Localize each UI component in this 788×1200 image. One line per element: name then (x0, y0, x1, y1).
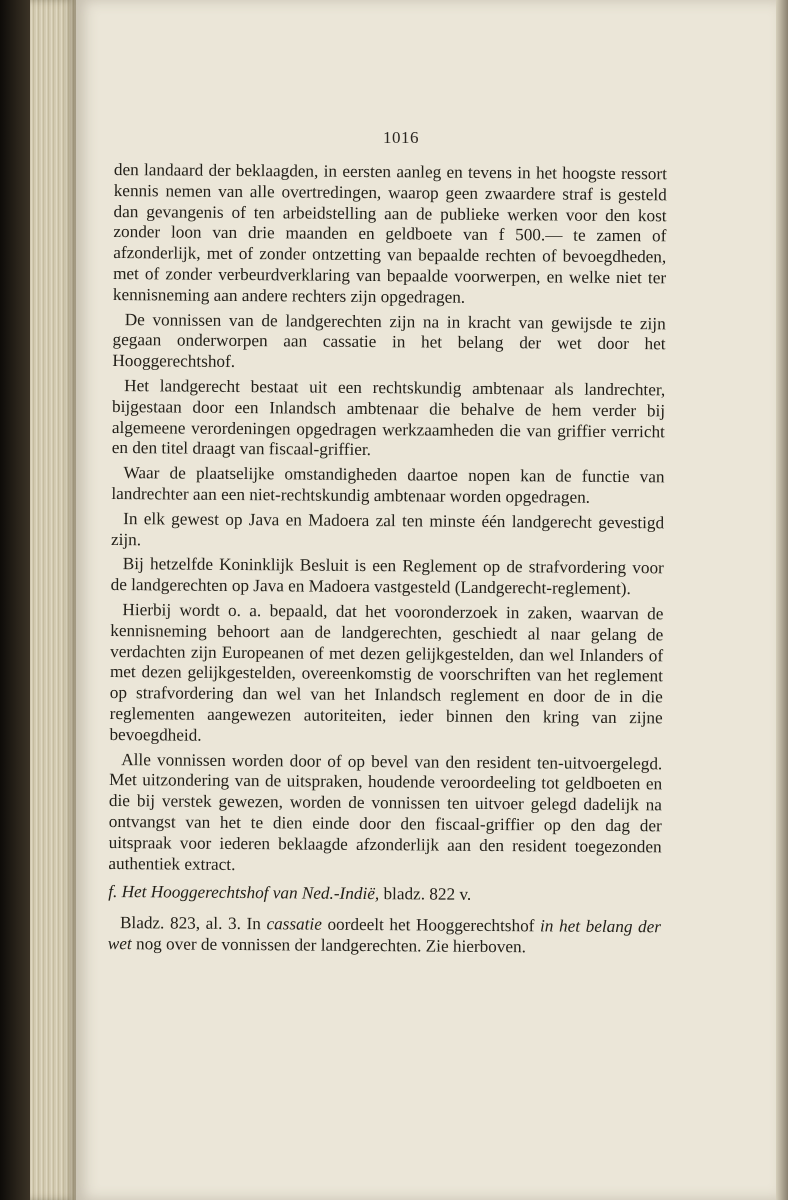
page-number: 1016 (383, 128, 419, 147)
paragraph-7: Hierbij wordt o. a. bepaald, dat het vooronderzoek in zaken, waarvan de kennisneming behoort aan de landgerechten, geschiedt al naar gelang de verdachten zijn Europeanen of met dezen gelijkgestelden, dan wel Inlanders of met dezen gelijkgestelden, overeenkomstig de voorschriften van het reglement op strafvordering dan wel van het Inlandsch reglement en door de in die reglementen aangewezen autoriteiten, ieder binnen den kring van zijne bevoegdheid. (109, 600, 664, 745)
section-heading (108, 882, 661, 907)
section-heading-title: f. Het Hooggerechtshof van Ned.-Indië, (108, 882, 380, 904)
final-note-part-3: nog over de vonnissen der landgerechten. Zie hierboven. (131, 934, 527, 957)
paragraph-3: Het landgerecht bestaat uit een rechtskundig ambtenaar als landrechter, bijgestaan door een Inlandsch ambtenaar die behalve de hem verder bij algemeene verordeningen opgedragen werkzaamheden die van griffier verricht en den titel draagt van fiscaal-griffier. (111, 376, 666, 460)
paragraph-8: Alle vonnissen worden door of op bevel van den resident ten-uitvoergelegd. Met uitzondering van de uitspraken, houdende veroordeeling tot geldboeten en die bij verstek gewezen, worden de vonnissen ten uitvoer gelegd dadelijk na ontvangst van het te dien einde door den fiscaal-griffier op den dag der uitspraak voor iederen beklaagde afzonderlijk aan den resident toegezonden authentiek extract. (108, 749, 663, 874)
paragraph-5: In elk gewest op Java en Madoera zal ten minste één landgerecht gevestigd zijn. (110, 508, 665, 549)
page-edge (776, 0, 788, 1200)
paragraph-2: De vonnissen van de landgerechten zijn na in kracht van gewijsde te zijn gegaan onderworpen aan cassatie in het belang der wet door het Hooggerechtshof. (112, 309, 666, 372)
final-note-part-2: oordeelt het Hooggerechtshof (321, 914, 541, 936)
final-note-part-1: Bladz. 823, al. 3. In (119, 913, 267, 934)
paragraph-4: Waar de plaatselijke omstandigheden daartoe nopen kan de functie van landrechter aan een niet-rechtskundig ambtenaar worden opgedragen. (111, 463, 665, 507)
paragraph-6: Bij hetzelfde Koninklijk Besluit is een Reglement op de strafvordering voor de landgerechten op Java en Madoera vastgesteld (Landgerecht-reglement). (110, 554, 664, 599)
background-left (0, 0, 30, 1200)
final-note (108, 913, 661, 959)
book-spine (30, 0, 76, 1200)
final-note-italic-belang: in het belang der wet (107, 916, 662, 954)
final-note-italic-cassatie: cassatie (266, 914, 322, 934)
paragraph-1: den landaard der beklaagden, in eersten aanleg en tevens in het hoogste ressort kennis nemen van alle overtredingen, waarop geen zwaardere straf is gesteld dan gevangenis of ten arbeidstelling aan de publieke werken voor den kost zonder loon van drie maanden en geldboete van f 500.— te zamen of afzonderlijk, met of zonder ontzetting van bepaalde rechten of bevoegdheden, met of zonder verbeurdverklaring van bepaalde voorwerpen, en welke niet ter kennisneming aan andere rechters zijn opgedragen. (112, 160, 667, 307)
section-heading-page-ref: bladz. 822 v. (379, 884, 472, 905)
body-text (108, 160, 667, 959)
